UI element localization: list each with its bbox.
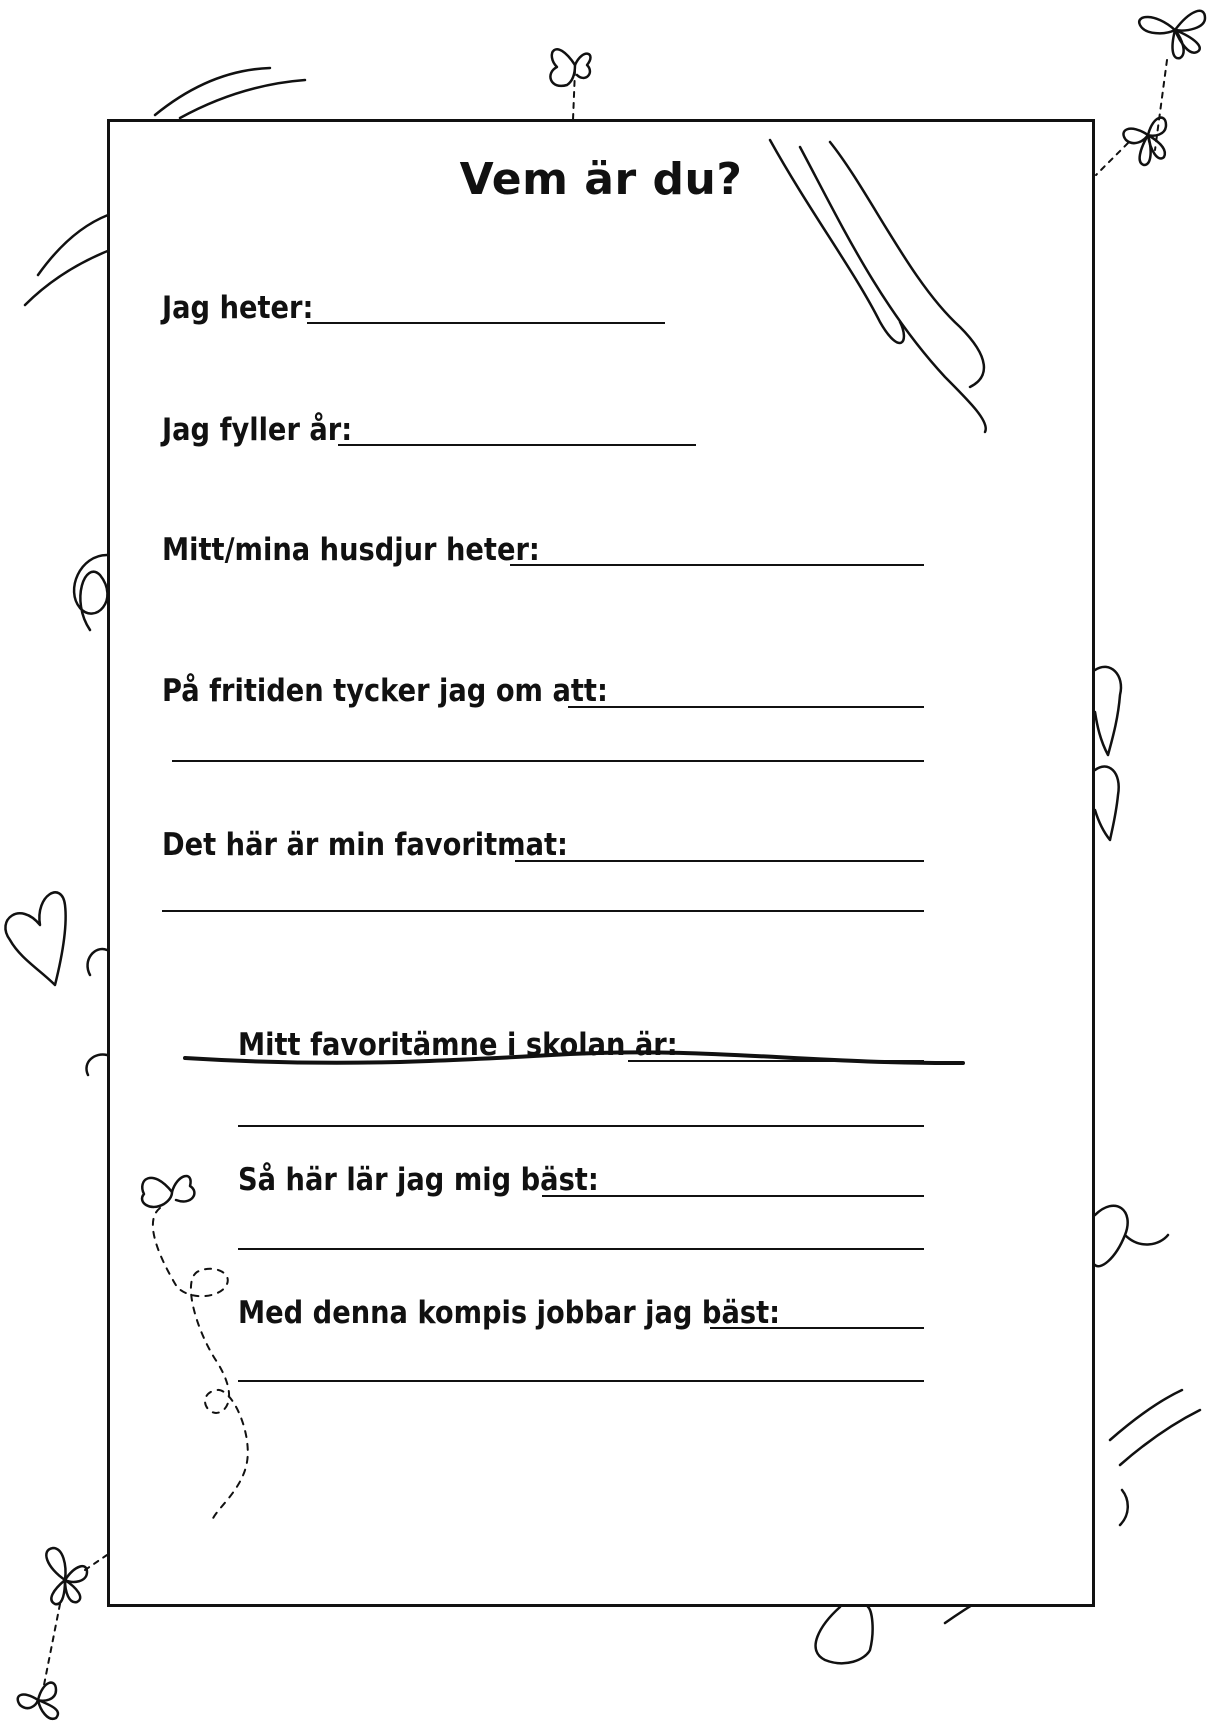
butterfly-icon bbox=[142, 1176, 248, 1522]
favorite-food-prompt-label: Det här är min favoritmat: bbox=[162, 827, 568, 863]
pets-answer-line[interactable] bbox=[510, 564, 924, 566]
best-partner-answer-line-1[interactable] bbox=[710, 1327, 924, 1329]
flower-icon bbox=[18, 1683, 58, 1719]
best-partner-prompt-label: Med denna kompis jobbar jag bäst: bbox=[238, 1295, 781, 1331]
learning-style-answer-line-1[interactable] bbox=[542, 1195, 924, 1197]
name-prompt-label: Jag heter: bbox=[162, 290, 314, 326]
birthday-answer-line[interactable] bbox=[338, 444, 696, 446]
page-title: Vem är du? bbox=[459, 154, 743, 205]
worksheet-sheet bbox=[107, 119, 1095, 1607]
favorite-subject-answer-line-1[interactable] bbox=[628, 1060, 924, 1062]
butterfly-icon bbox=[550, 49, 590, 120]
hobbies-prompt-label: På fritiden tycker jag om att: bbox=[162, 673, 608, 709]
swirl-icon bbox=[74, 555, 107, 630]
heart-icon bbox=[1095, 667, 1121, 840]
pets-prompt-label: Mitt/mina husdjur heter: bbox=[162, 532, 540, 568]
flower-icon bbox=[43, 1548, 107, 1690]
favorite-subject-answer-line-2[interactable] bbox=[238, 1125, 924, 1127]
sheet-decorations bbox=[110, 122, 1098, 1610]
favorite-food-answer-line-1[interactable] bbox=[515, 860, 924, 862]
best-partner-answer-line-2[interactable] bbox=[238, 1380, 924, 1382]
heart-icon bbox=[5, 892, 107, 1075]
learning-style-answer-line-2[interactable] bbox=[238, 1248, 924, 1250]
favorite-subject-prompt-label: Mitt favoritämne i skolan är: bbox=[238, 1027, 678, 1063]
birthday-prompt-label: Jag fyller år: bbox=[162, 412, 353, 448]
favorite-food-answer-line-2[interactable] bbox=[162, 910, 924, 912]
name-answer-line[interactable] bbox=[307, 322, 665, 324]
hobbies-answer-line-2[interactable] bbox=[172, 760, 924, 762]
hobbies-answer-line-1[interactable] bbox=[568, 706, 924, 708]
heart-icon bbox=[816, 1607, 873, 1663]
learning-style-prompt-label: Så här lär jag mig bäst: bbox=[238, 1162, 599, 1198]
